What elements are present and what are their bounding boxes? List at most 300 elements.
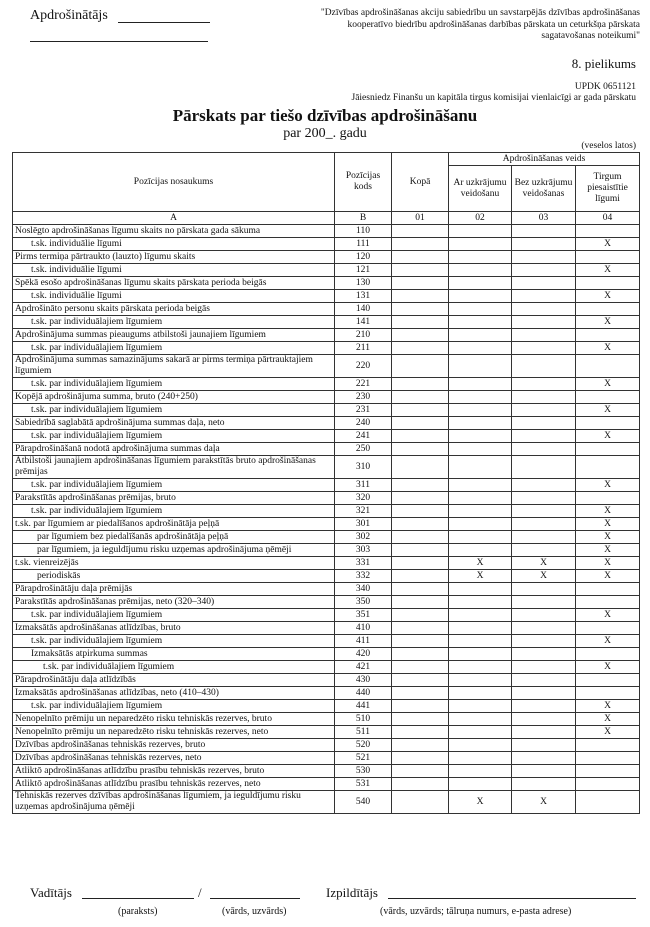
cell-without-savings[interactable] — [512, 765, 576, 778]
row-name: Apdrošinājuma summas samazinājums sakarā ar pirms termiņa pārtrauktajiem līgumiem — [13, 355, 335, 378]
cell-without-savings[interactable] — [512, 417, 576, 430]
cell-with-savings[interactable] — [449, 303, 512, 316]
col-header-code: Pozīcijas kods — [335, 153, 392, 212]
cell-total[interactable] — [392, 355, 449, 378]
cell-total[interactable] — [392, 687, 449, 700]
cell-market-linked[interactable] — [576, 225, 640, 238]
table-row — [13, 316, 640, 329]
row-code: 240 — [335, 417, 392, 430]
cell-with-savings[interactable] — [449, 391, 512, 404]
cell-with-savings[interactable] — [449, 251, 512, 264]
cell-market-linked[interactable] — [576, 739, 640, 752]
cell-market-linked[interactable] — [576, 674, 640, 687]
cell-total[interactable] — [392, 290, 449, 303]
cell-without-savings[interactable] — [512, 648, 576, 661]
cell-without-savings[interactable] — [512, 544, 576, 557]
row-name: Nenopelnīto prēmiju un neparedzēto risku tehniskās rezerves, bruto — [13, 713, 335, 726]
submission-note: Jāiesniedz Finanšu un kapitāla tirgus komisijai vienlaicīgi ar gada pārskatu — [351, 93, 636, 103]
cell-market-linked[interactable] — [576, 596, 640, 609]
units-note: (veselos latos) — [581, 141, 636, 151]
cell-without-savings[interactable] — [512, 622, 576, 635]
cell-total[interactable] — [392, 635, 449, 648]
cell-total[interactable] — [392, 505, 449, 518]
row-code: 210 — [335, 329, 392, 342]
cell-total[interactable] — [392, 303, 449, 316]
cell-with-savings[interactable] — [449, 378, 512, 391]
cell-without-savings[interactable] — [512, 404, 576, 417]
row-code: 421 — [335, 661, 392, 674]
cell-total[interactable] — [392, 342, 449, 355]
cell-without-savings[interactable] — [512, 778, 576, 791]
table-row — [13, 609, 640, 622]
cell-with-savings[interactable] — [449, 661, 512, 674]
row-code: 350 — [335, 596, 392, 609]
table-row — [13, 583, 640, 596]
cell-total[interactable] — [392, 583, 449, 596]
cell-with-savings[interactable] — [449, 674, 512, 687]
cell-market-linked: X — [576, 505, 640, 518]
cell-without-savings[interactable] — [512, 251, 576, 264]
cell-without-savings[interactable] — [512, 687, 576, 700]
cell-with-savings[interactable] — [449, 417, 512, 430]
cell-without-savings[interactable] — [512, 479, 576, 492]
col-header-without-savings: Bez uzkrājumu veidošanas — [512, 166, 576, 212]
cell-market-linked[interactable] — [576, 443, 640, 456]
row-name: t.sk. par individuālajiem līgumiem — [13, 609, 335, 622]
cell-market-linked[interactable] — [576, 648, 640, 661]
manager-signature-field[interactable] — [82, 898, 194, 899]
cell-with-savings: X — [449, 570, 512, 583]
row-name: Nenopelnīto prēmiju un neparedzēto risku tehniskās rezerves, neto — [13, 726, 335, 739]
cell-with-savings[interactable] — [449, 635, 512, 648]
table-row — [13, 752, 640, 765]
cell-with-savings[interactable] — [449, 355, 512, 378]
cell-without-savings[interactable] — [512, 531, 576, 544]
row-code: 220 — [335, 355, 392, 378]
cell-market-linked[interactable] — [576, 355, 640, 378]
row-code: 121 — [335, 264, 392, 277]
cell-with-savings[interactable] — [449, 596, 512, 609]
table-row — [13, 674, 640, 687]
cell-with-savings[interactable] — [449, 430, 512, 443]
row-name: t.sk. par individuālajiem līgumiem — [13, 635, 335, 648]
row-name: Dzīvības apdrošināšanas tehniskās rezerves, bruto — [13, 739, 335, 752]
row-code: 131 — [335, 290, 392, 303]
cell-market-linked: X — [576, 635, 640, 648]
col-header-market-linked: Tirgum piesaistītie līgumi — [576, 166, 640, 212]
row-name: Izmaksātās apdrošināšanas atlīdzības, neto (410–430) — [13, 687, 335, 700]
cell-market-linked[interactable] — [576, 583, 640, 596]
table-row — [13, 479, 640, 492]
row-name: Spēkā esošo apdrošināšanas līgumu skaits pārskata perioda beigās — [13, 277, 335, 290]
cell-with-savings[interactable] — [449, 544, 512, 557]
cell-with-savings[interactable] — [449, 492, 512, 505]
table-row — [13, 505, 640, 518]
cell-without-savings[interactable] — [512, 238, 576, 251]
cell-with-savings[interactable] — [449, 622, 512, 635]
table-row — [13, 225, 640, 238]
cell-market-linked[interactable] — [576, 456, 640, 479]
row-name: t.sk. vienreizējās — [13, 557, 335, 570]
cell-total[interactable] — [392, 713, 449, 726]
cell-with-savings[interactable] — [449, 329, 512, 342]
cell-market-linked[interactable] — [576, 417, 640, 430]
cell-market-linked[interactable] — [576, 765, 640, 778]
caption-executor: (vārds, uzvārds; tālruņa numurs, e-pasta adrese) — [380, 906, 572, 917]
cell-without-savings[interactable] — [512, 225, 576, 238]
table-row — [13, 443, 640, 456]
row-code: 110 — [335, 225, 392, 238]
row-code: 411 — [335, 635, 392, 648]
cell-without-savings[interactable] — [512, 661, 576, 674]
cell-total[interactable] — [392, 557, 449, 570]
cell-with-savings[interactable] — [449, 609, 512, 622]
cell-without-savings[interactable] — [512, 456, 576, 479]
cell-without-savings[interactable] — [512, 583, 576, 596]
table-row — [13, 303, 640, 316]
col-label-a: A — [13, 212, 335, 225]
cell-with-savings[interactable] — [449, 456, 512, 479]
cell-with-savings[interactable] — [449, 778, 512, 791]
cell-market-linked[interactable] — [576, 391, 640, 404]
cell-total[interactable] — [392, 479, 449, 492]
cell-without-savings[interactable] — [512, 290, 576, 303]
row-name: Pārapdrošināšanā nodotā apdrošinājuma summas daļa — [13, 443, 335, 456]
cell-without-savings[interactable] — [512, 700, 576, 713]
cell-total[interactable] — [392, 238, 449, 251]
row-code: 140 — [335, 303, 392, 316]
cell-market-linked: X — [576, 531, 640, 544]
cell-with-savings: X — [449, 791, 512, 814]
cell-without-savings[interactable] — [512, 443, 576, 456]
cell-total[interactable] — [392, 518, 449, 531]
cell-without-savings[interactable] — [512, 391, 576, 404]
cell-market-linked[interactable] — [576, 251, 640, 264]
cell-market-linked: X — [576, 404, 640, 417]
row-code: 320 — [335, 492, 392, 505]
table-row — [13, 456, 640, 479]
cell-total[interactable] — [392, 316, 449, 329]
cell-total[interactable] — [392, 778, 449, 791]
row-code: 531 — [335, 778, 392, 791]
table-row — [13, 622, 640, 635]
row-name: Izmaksātās apdrošināšanas atlīdzības, bruto — [13, 622, 335, 635]
row-code: 321 — [335, 505, 392, 518]
cell-without-savings[interactable] — [512, 752, 576, 765]
cell-without-savings[interactable] — [512, 518, 576, 531]
table-row — [13, 791, 640, 814]
cell-market-linked: X — [576, 609, 640, 622]
cell-market-linked: X — [576, 238, 640, 251]
row-code: 511 — [335, 726, 392, 739]
table-row — [13, 596, 640, 609]
row-name: par līgumiem bez piedalīšanās apdrošinātāja peļņā — [13, 531, 335, 544]
row-code: 211 — [335, 342, 392, 355]
cell-without-savings[interactable] — [512, 739, 576, 752]
insurer-name-line — [118, 22, 210, 23]
row-code: 430 — [335, 674, 392, 687]
cell-without-savings[interactable] — [512, 674, 576, 687]
cell-total[interactable] — [392, 378, 449, 391]
cell-with-savings[interactable] — [449, 648, 512, 661]
cell-with-savings[interactable] — [449, 700, 512, 713]
cell-with-savings: X — [449, 557, 512, 570]
manager-name-field[interactable] — [210, 898, 300, 899]
cell-total[interactable] — [392, 531, 449, 544]
cell-total[interactable] — [392, 391, 449, 404]
row-code: 340 — [335, 583, 392, 596]
cell-market-linked: X — [576, 557, 640, 570]
row-code: 310 — [335, 456, 392, 479]
cell-without-savings: X — [512, 791, 576, 814]
insurer-name-line-2 — [30, 41, 208, 42]
table-row — [13, 238, 640, 251]
cell-with-savings[interactable] — [449, 316, 512, 329]
cell-total[interactable] — [392, 492, 449, 505]
cell-with-savings[interactable] — [449, 752, 512, 765]
row-name: Apdrošinājuma summas pieaugums atbilstoši jaunajiem līgumiem — [13, 329, 335, 342]
cell-market-linked[interactable] — [576, 329, 640, 342]
cell-total[interactable] — [392, 596, 449, 609]
cell-without-savings[interactable] — [512, 264, 576, 277]
col-header-name: Pozīcijas nosaukums — [13, 153, 335, 212]
cell-without-savings: X — [512, 570, 576, 583]
cell-market-linked: X — [576, 726, 640, 739]
cell-total[interactable] — [392, 225, 449, 238]
cell-total[interactable] — [392, 456, 449, 479]
cell-with-savings[interactable] — [449, 531, 512, 544]
row-name: Pārapdrošinātāju daļa prēmijās — [13, 583, 335, 596]
row-name: Sabiedrībā saglabātā apdrošinājuma summas daļa, neto — [13, 417, 335, 430]
cell-total[interactable] — [392, 404, 449, 417]
row-name: t.sk. par individuālajiem līgumiem — [13, 505, 335, 518]
cell-without-savings[interactable] — [512, 505, 576, 518]
cell-total[interactable] — [392, 726, 449, 739]
row-code: 130 — [335, 277, 392, 290]
row-name: t.sk. par individuālajiem līgumiem — [13, 430, 335, 443]
cell-without-savings[interactable] — [512, 329, 576, 342]
row-code: 331 — [335, 557, 392, 570]
row-name: periodiskās — [13, 570, 335, 583]
cell-total[interactable] — [392, 739, 449, 752]
row-code: 231 — [335, 404, 392, 417]
cell-market-linked: X — [576, 316, 640, 329]
cell-total[interactable] — [392, 570, 449, 583]
cell-with-savings[interactable] — [449, 687, 512, 700]
table-row — [13, 492, 640, 505]
cell-market-linked[interactable] — [576, 791, 640, 814]
cell-with-savings[interactable] — [449, 479, 512, 492]
report-period: par 200_. gadu — [283, 126, 367, 141]
insurer-label: Apdrošinātājs — [30, 8, 108, 23]
cell-market-linked: X — [576, 661, 640, 674]
row-code: 302 — [335, 531, 392, 544]
cell-total[interactable] — [392, 251, 449, 264]
cell-without-savings[interactable] — [512, 378, 576, 391]
table-row — [13, 430, 640, 443]
row-name: t.sk. par līgumiem ar piedalīšanos apdrošinātāja peļņā — [13, 518, 335, 531]
cell-without-savings[interactable] — [512, 726, 576, 739]
row-name: t.sk. par individuālajiem līgumiem — [13, 378, 335, 391]
table-row — [13, 648, 640, 661]
row-name: t.sk. par individuālajiem līgumiem — [13, 404, 335, 417]
cell-without-savings[interactable] — [512, 609, 576, 622]
cell-market-linked: X — [576, 713, 640, 726]
table-row — [13, 518, 640, 531]
row-name: Atliktō apdrošināšanas atlīdzību prasību tehniskās rezerves, neto — [13, 778, 335, 791]
table-row — [13, 765, 640, 778]
cell-with-savings[interactable] — [449, 404, 512, 417]
regulation-reference: "Dzīvības apdrošināšanas akciju sabiedrību un savstarpējās dzīvības apdrošināšanas kooperatīvo biedrību apdrošināšanas darbības pārskata un ceturkšņa pārskata sagatavošanas noteikumi" — [320, 8, 640, 41]
cell-market-linked: X — [576, 430, 640, 443]
caption-signature: (paraksts) — [118, 906, 158, 917]
table-row — [13, 557, 640, 570]
cell-market-linked[interactable] — [576, 303, 640, 316]
col-label-02: 02 — [449, 212, 512, 225]
cell-without-savings[interactable] — [512, 596, 576, 609]
cell-without-savings: X — [512, 557, 576, 570]
cell-without-savings[interactable] — [512, 303, 576, 316]
cell-market-linked: X — [576, 700, 640, 713]
row-name: Parakstītās apdrošināšanas prēmijas, bruto — [13, 492, 335, 505]
row-code: 120 — [335, 251, 392, 264]
row-code: 332 — [335, 570, 392, 583]
separator-slash: / — [198, 885, 202, 900]
cell-total[interactable] — [392, 661, 449, 674]
col-label-01: 01 — [392, 212, 449, 225]
row-code: 441 — [335, 700, 392, 713]
table-row — [13, 251, 640, 264]
cell-total[interactable] — [392, 765, 449, 778]
table-row — [13, 713, 640, 726]
row-code: 230 — [335, 391, 392, 404]
row-name: t.sk. par individuālajiem līgumiem — [13, 661, 335, 674]
cell-total[interactable] — [392, 417, 449, 430]
row-code: 520 — [335, 739, 392, 752]
row-name: Apdrošināto personu skaits pārskata perioda beigās — [13, 303, 335, 316]
cell-with-savings[interactable] — [449, 225, 512, 238]
cell-with-savings[interactable] — [449, 443, 512, 456]
table-row — [13, 290, 640, 303]
row-name: t.sk. individuālie līgumi — [13, 290, 335, 303]
cell-with-savings[interactable] — [449, 264, 512, 277]
cell-total[interactable] — [392, 329, 449, 342]
cell-market-linked[interactable] — [576, 687, 640, 700]
row-name: t.sk. individuālie līgumi — [13, 264, 335, 277]
cell-total[interactable] — [392, 544, 449, 557]
table-row — [13, 404, 640, 417]
col-header-total: Kopā — [392, 153, 449, 212]
cell-without-savings[interactable] — [512, 430, 576, 443]
row-code: 250 — [335, 443, 392, 456]
cell-market-linked[interactable] — [576, 778, 640, 791]
cell-with-savings[interactable] — [449, 739, 512, 752]
row-name: Atbilstoši jaunajiem apdrošināšanas līgumiem parakstītās bruto apdrošināšanas prēmijas — [13, 456, 335, 479]
row-code: 530 — [335, 765, 392, 778]
cell-without-savings[interactable] — [512, 492, 576, 505]
cell-total[interactable] — [392, 752, 449, 765]
cell-market-linked[interactable] — [576, 492, 640, 505]
row-code: 141 — [335, 316, 392, 329]
row-code: 303 — [335, 544, 392, 557]
col-header-insurance-type: Apdrošināšanas veids — [449, 153, 640, 166]
cell-with-savings[interactable] — [449, 290, 512, 303]
cell-total[interactable] — [392, 648, 449, 661]
row-code: 540 — [335, 791, 392, 814]
caption-name: (vārds, uzvārds) — [222, 906, 287, 917]
cell-without-savings[interactable] — [512, 635, 576, 648]
cell-with-savings[interactable] — [449, 277, 512, 290]
row-name: Parakstītās apdrošināšanas prēmijas, neto (320–340) — [13, 596, 335, 609]
row-code: 420 — [335, 648, 392, 661]
cell-with-savings[interactable] — [449, 342, 512, 355]
row-code: 301 — [335, 518, 392, 531]
row-name: Pārapdrošinātāju daļa atlīdzībās — [13, 674, 335, 687]
report-table — [12, 152, 640, 814]
cell-total[interactable] — [392, 277, 449, 290]
row-name: t.sk. individuālie līgumi — [13, 238, 335, 251]
row-name: Tehniskās rezerves dzīvības apdrošināšanas līgumiem, ja ieguldījumu risku uzņemas apdrošinājuma ņēmēji — [13, 791, 335, 814]
cell-market-linked: X — [576, 544, 640, 557]
row-name: Noslēgto apdrošināšanas līgumu skaits no pārskata gada sākuma — [13, 225, 335, 238]
table-row — [13, 329, 640, 342]
cell-market-linked: X — [576, 342, 640, 355]
row-name: Kopējā apdrošinājuma summa, bruto (240+250) — [13, 391, 335, 404]
cell-without-savings[interactable] — [512, 342, 576, 355]
cell-with-savings[interactable] — [449, 518, 512, 531]
cell-with-savings[interactable] — [449, 726, 512, 739]
table-row — [13, 264, 640, 277]
table-row — [13, 378, 640, 391]
cell-market-linked[interactable] — [576, 752, 640, 765]
cell-market-linked[interactable] — [576, 277, 640, 290]
cell-without-savings[interactable] — [512, 355, 576, 378]
cell-total[interactable] — [392, 430, 449, 443]
table-row — [13, 417, 640, 430]
row-code: 241 — [335, 430, 392, 443]
row-name: Atliktō apdrošināšanas atlīdzību prasību tehniskās rezerves, bruto — [13, 765, 335, 778]
cell-total[interactable] — [392, 791, 449, 814]
table-row — [13, 531, 640, 544]
cell-without-savings[interactable] — [512, 316, 576, 329]
row-name: t.sk. par individuālajiem līgumiem — [13, 700, 335, 713]
cell-with-savings[interactable] — [449, 583, 512, 596]
row-code: 351 — [335, 609, 392, 622]
cell-total[interactable] — [392, 622, 449, 635]
table-row — [13, 635, 640, 648]
row-code: 311 — [335, 479, 392, 492]
annex-label: 8. pielikums — [571, 56, 636, 71]
page-title: Pārskats par tiešo dzīvības apdrošināšanu — [172, 106, 478, 125]
cell-total[interactable] — [392, 443, 449, 456]
cell-total[interactable] — [392, 700, 449, 713]
cell-without-savings[interactable] — [512, 713, 576, 726]
cell-with-savings[interactable] — [449, 505, 512, 518]
cell-with-savings[interactable] — [449, 713, 512, 726]
cell-total[interactable] — [392, 674, 449, 687]
executor-field[interactable] — [388, 898, 636, 899]
cell-market-linked: X — [576, 518, 640, 531]
cell-market-linked[interactable] — [576, 622, 640, 635]
cell-total[interactable] — [392, 264, 449, 277]
table-row — [13, 342, 640, 355]
cell-total[interactable] — [392, 609, 449, 622]
cell-with-savings[interactable] — [449, 765, 512, 778]
cell-with-savings[interactable] — [449, 238, 512, 251]
cell-without-savings[interactable] — [512, 277, 576, 290]
row-code: 440 — [335, 687, 392, 700]
table-row — [13, 391, 640, 404]
